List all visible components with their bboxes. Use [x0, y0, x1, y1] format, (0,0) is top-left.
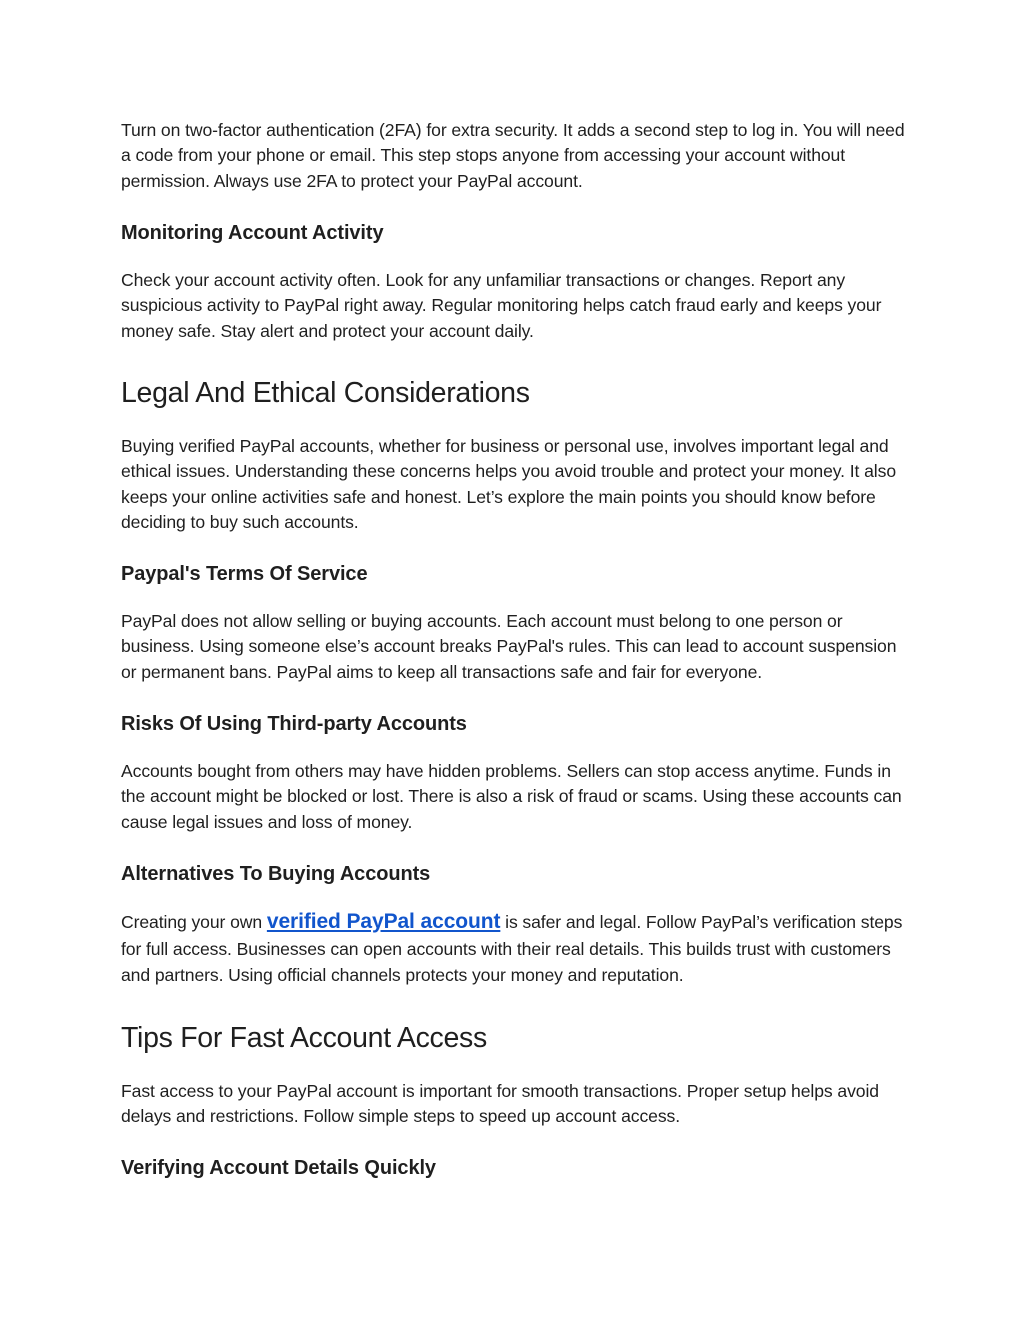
legal-paragraph: Buying verified PayPal accounts, whether for business or personal use, involves important legal and ethical issues. Understanding these concerns helps you avoid trouble and protect your money. It also keeps your online activities safe and honest. Let’s explore the main points you should know before deciding to buy such accounts. [121, 436, 897, 533]
heading-tips-for-fast-account-access: Tips For Fast Account Access [121, 1022, 487, 1054]
heading-paypal-terms-of-service: Paypal's Terms Of Service [121, 563, 368, 585]
heading-verifying-account-details-quickly: Verifying Account Details Quickly [121, 1157, 436, 1179]
monitoring-paragraph: Check your account activity often. Look for any unfamiliar transactions or changes. Report any suspicious activity to PayPal right away. Regular monitoring helps catch fraud early and keeps your money safe. Stay alert and protect your account daily. [121, 270, 882, 341]
heading-alternatives-to-buying-accounts: Alternatives To Buying Accounts [121, 863, 431, 885]
heading-risks-third-party-accounts: Risks Of Using Third-party Accounts [121, 713, 467, 735]
alternatives-text-after-link: is safer and legal. Follow PayPal’s verification steps for full access. Businesses can open accounts with their real details. This builds trust with customers and partners. Using official channels protects your money and reputation. [121, 912, 903, 985]
heading-monitoring-account-activity: Monitoring Account Activity [121, 222, 384, 244]
heading-legal-and-ethical-considerations: Legal And Ethical Considerations [121, 377, 530, 409]
terms-paragraph: PayPal does not allow selling or buying accounts. Each account must belong to one person or business. Using someone else’s account breaks PayPal's rules. This can lead to account suspension or permanent bans. PayPal aims to keep all transactions safe and fair for everyone. [121, 611, 897, 682]
intro-paragraph: Turn on two-factor authentication (2FA) for extra security. It adds a second step to log in. You will need a code from your phone or email. This step stops anyone from accessing your account without permission. Always use 2FA to protect your PayPal account. [121, 120, 905, 191]
verified-paypal-account-link[interactable]: verified PayPal account [266, 910, 501, 933]
fast-access-paragraph: Fast access to your PayPal account is important for smooth transactions. Proper setup helps avoid delays and restrictions. Follow simple steps to speed up account access. [121, 1081, 879, 1127]
alternatives-text-before-link: Creating your own [121, 912, 267, 932]
alternatives-paragraph [121, 909, 906, 989]
risks-paragraph: Accounts bought from others may have hidden problems. Sellers can stop access anytime. Funds in the account might be blocked or lost. There is also a risk of fraud or scams. Using these accounts can cause legal issues and loss of money. [121, 761, 902, 832]
